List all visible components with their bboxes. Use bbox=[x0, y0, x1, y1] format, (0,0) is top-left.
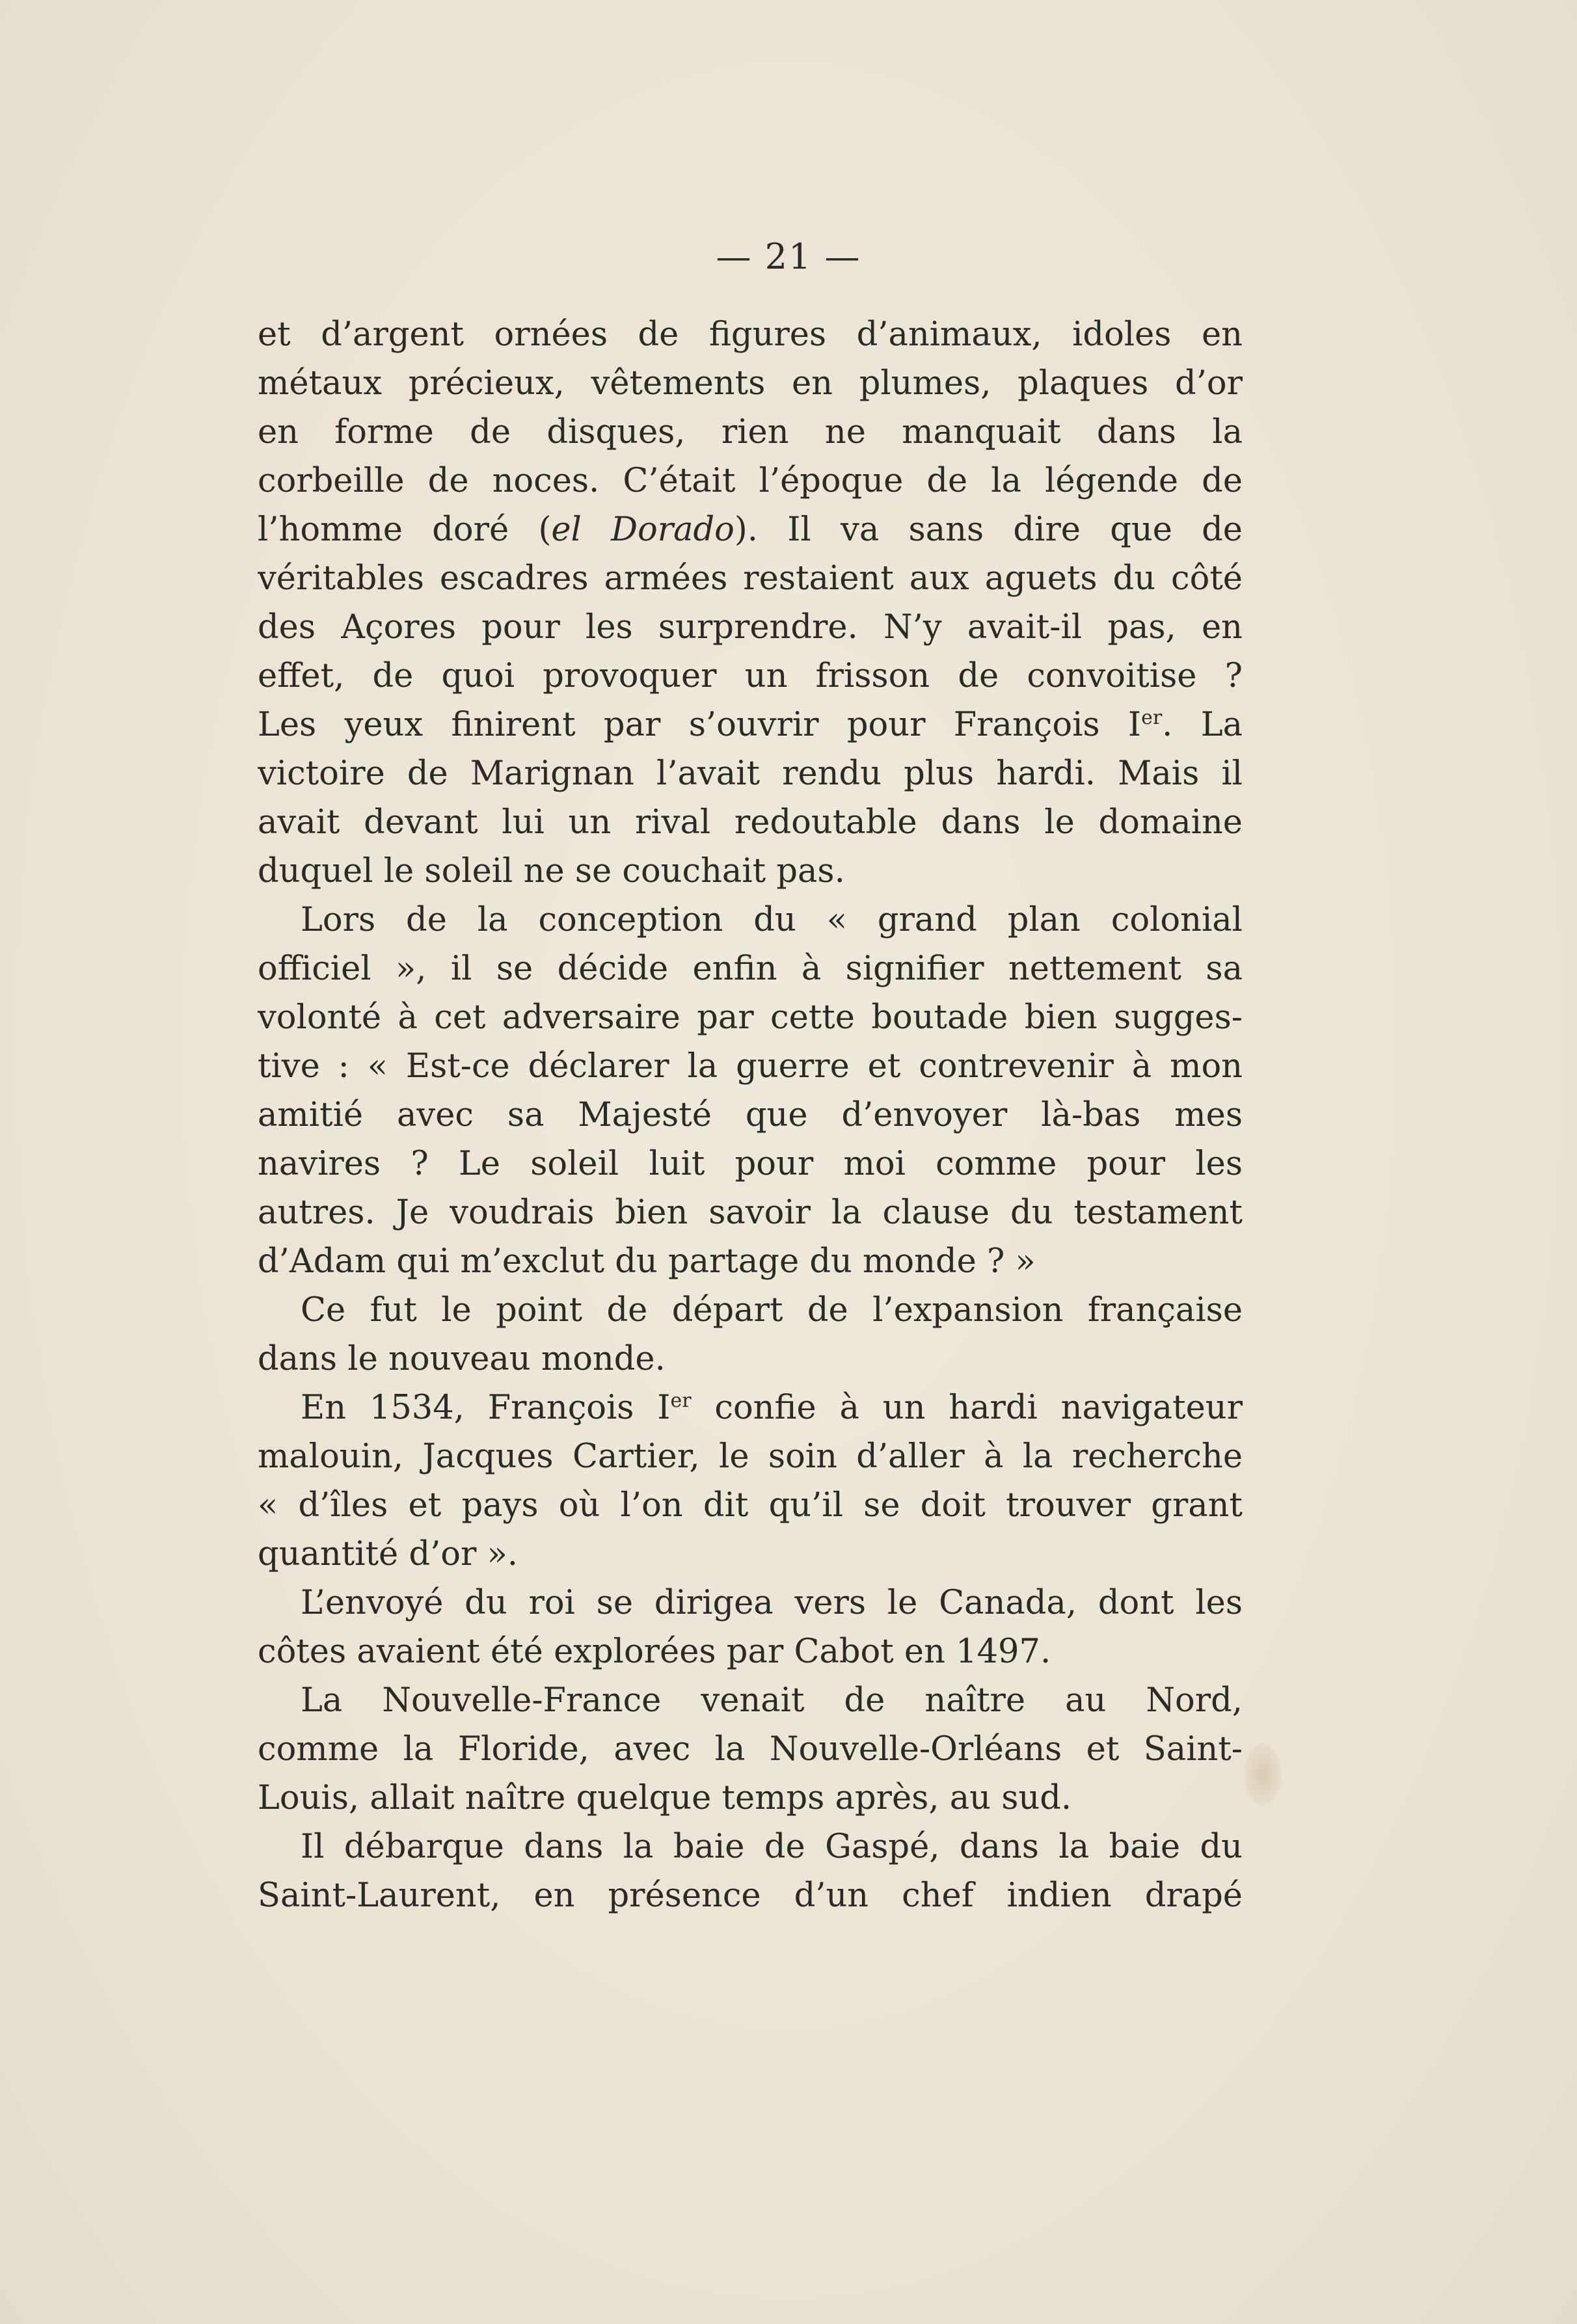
text-line: tive : « Est-ce déclarer la guerre et contrevenir à mon bbox=[258, 1047, 1243, 1086]
text-line: véritables escadres armées restaient aux aguets du côté bbox=[258, 559, 1243, 598]
text-line: Ce fut le point de départ de l’expansion française bbox=[301, 1291, 1243, 1329]
paper-stain bbox=[1244, 1743, 1282, 1806]
text-line: métaux précieux, vêtements en plumes, plaques d’or bbox=[258, 364, 1243, 403]
text-line bbox=[258, 701, 1243, 749]
text-line: d’Adam qui m’exclut du partage du monde ? » bbox=[258, 1242, 1036, 1281]
text-segment: l’homme doré ( bbox=[258, 511, 552, 549]
text-line: navires ? Le soleil luit pour moi comme pour les bbox=[258, 1145, 1243, 1183]
italic-title: el Dorado bbox=[551, 511, 735, 549]
text-segment: confie à un hardi navigateur bbox=[691, 1389, 1243, 1427]
text-line: Lors de la conception du « grand plan colonial bbox=[301, 901, 1243, 939]
text-line: amitié avec sa Majesté que d’envoyer là-bas mes bbox=[258, 1096, 1243, 1134]
text-line: volonté à cet adversaire par cette boutade bien sugges- bbox=[258, 998, 1243, 1037]
superscript: er bbox=[1141, 706, 1163, 729]
text-line: corbeille de noces. C’était l’époque de la légende de bbox=[258, 462, 1243, 500]
text-segment: ). Il va sans dire que de bbox=[734, 511, 1243, 549]
superscript: er bbox=[670, 1389, 692, 1412]
text-segment: . La bbox=[1162, 706, 1243, 744]
page-number: — 21 — bbox=[716, 236, 861, 277]
text-line: Saint-Laurent, en présence d’un chef indien drapé bbox=[258, 1877, 1243, 1915]
text-line: côtes avaient été explorées par Cabot en 1497. bbox=[258, 1633, 1051, 1671]
text-line: effet, de quoi provoquer un frisson de convoitise ? bbox=[258, 657, 1243, 695]
text-line: victoire de Marignan l’avait rendu plus hardi. Mais il bbox=[258, 755, 1243, 793]
text-line: « d’îles et pays où l’on dit qu’il se doit trouver grant bbox=[258, 1486, 1243, 1525]
text-line bbox=[258, 505, 1243, 554]
text-line: en forme de disques, rien ne manquait dans la bbox=[258, 413, 1243, 451]
text-segment: Les yeux finirent par s’ouvrir pour François I bbox=[258, 706, 1142, 744]
text-line: Il débarque dans la baie de Gaspé, dans la baie du bbox=[301, 1828, 1243, 1866]
text-line: avait devant lui un rival redoutable dans le domaine bbox=[258, 803, 1243, 842]
text-line: malouin, Jacques Cartier, le soin d’aller à la recherche bbox=[258, 1437, 1243, 1476]
text-segment: En 1534, François I bbox=[301, 1389, 671, 1427]
text-line: et d’argent ornées de figures d’animaux, idoles en bbox=[258, 315, 1243, 354]
body-text bbox=[258, 310, 1243, 1920]
text-line: L’envoyé du roi se dirigea vers le Canada, dont les bbox=[301, 1584, 1243, 1622]
text-line: des Açores pour les surprendre. N’y avait-il pas, en bbox=[258, 608, 1243, 647]
text-line bbox=[258, 1383, 1243, 1432]
text-line: dans le nouveau monde. bbox=[258, 1340, 666, 1378]
text-line: officiel », il se décide enfin à signifier nettement sa bbox=[258, 950, 1243, 988]
text-line: La Nouvelle-France venait de naître au Nord, bbox=[301, 1681, 1243, 1720]
text-line: comme la Floride, avec la Nouvelle-Orléans et Saint- bbox=[258, 1730, 1243, 1769]
text-line: duquel le soleil ne se couchait pas. bbox=[258, 852, 845, 890]
text-line: autres. Je voudrais bien savoir la clause du testament bbox=[258, 1194, 1243, 1232]
text-line: Louis, allait naître quelque temps après, au sud. bbox=[258, 1779, 1072, 1817]
text-line: quantité d’or ». bbox=[258, 1535, 519, 1573]
